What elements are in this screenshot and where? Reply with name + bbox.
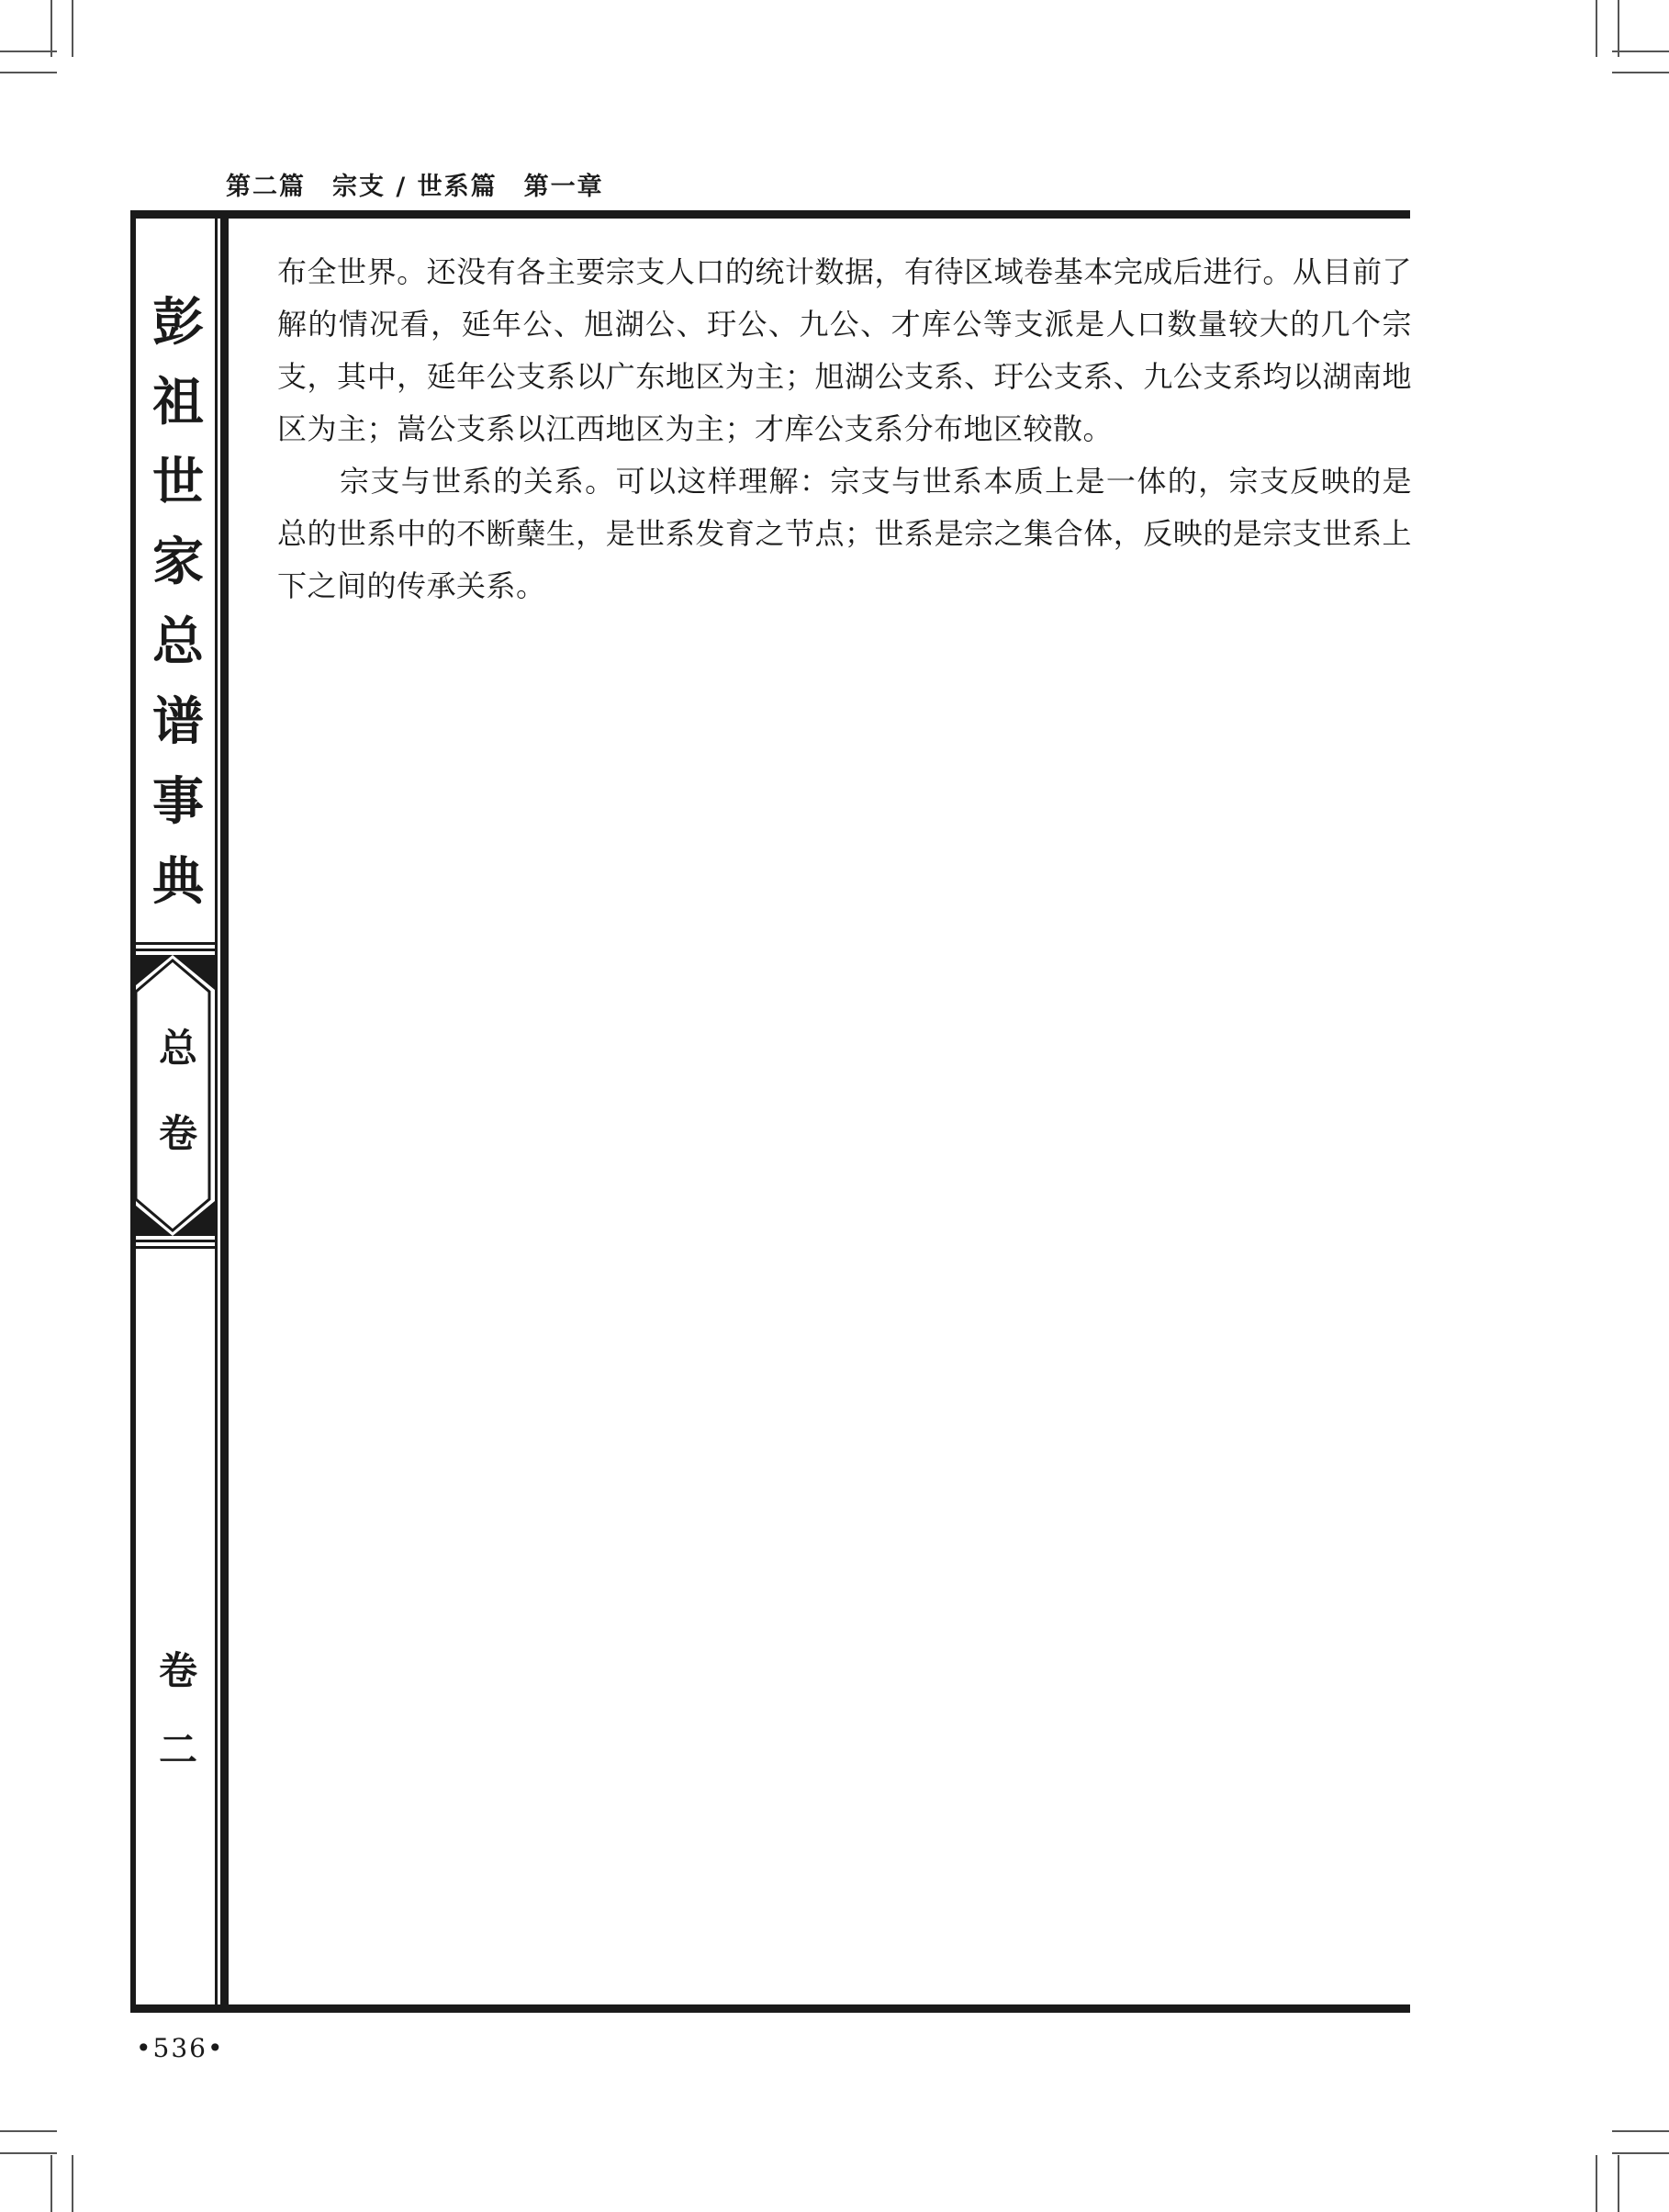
section-label-vertical: [136, 1005, 220, 1176]
paragraph: 宗支与世系的关系。可以这样理解：宗支与世系本质上是一体的，宗支反映的是总的世系中的不断蘖生，是世系发育之节点；世系是宗之集合体，反映的是宗支世系上下之间的传承关系。: [277, 464, 1412, 603]
section-label-char: 总: [158, 1026, 197, 1071]
crop-mark: [72, 0, 73, 57]
book-title-char: 祖: [152, 373, 204, 432]
top-rule: [130, 210, 1410, 219]
bottom-rule: [130, 2004, 1410, 2013]
running-header: 第二篇 宗支 / 世系篇 第一章: [226, 173, 604, 201]
book-title-char: 世: [152, 453, 204, 512]
crop-mark: [50, 0, 52, 57]
book-title-char: 事: [152, 772, 204, 832]
body-text: [277, 246, 1412, 612]
book-title-char: 彭: [152, 293, 204, 353]
crop-mark: [1618, 2155, 1619, 2212]
page-number: •536•: [136, 2033, 225, 2063]
book-title-vertical: [136, 283, 220, 922]
section-label-char: 卷: [158, 1111, 197, 1156]
crop-mark: [0, 51, 57, 52]
book-title-char: 谱: [152, 692, 204, 752]
volume-label-char: 卷: [158, 1648, 197, 1693]
crop-mark: [1612, 2152, 1669, 2154]
crop-mark: [0, 2130, 57, 2132]
book-title-char: 家: [152, 533, 204, 592]
crop-mark: [1612, 51, 1669, 52]
crop-mark: [1618, 0, 1619, 57]
paragraph: 布全世界。还没有各主要宗支人口的统计数据，有待区域卷基本完成后进行。从目前了解的情况看，延年公、旭湖公、玗公、九公、才库公等支派是人口数量较大的几个宗支，其中，延年公支系以广东地区为主；旭湖公支系、玗公支系、九公支系均以湖南地区为主；嵩公支系以江西地区为主；才库公支系分布地区较散。: [277, 254, 1412, 446]
crop-mark: [1596, 0, 1597, 57]
crop-mark: [1596, 2155, 1597, 2212]
crop-mark: [0, 2152, 57, 2154]
volume-label-char: 二: [158, 1727, 197, 1772]
crop-mark: [1612, 2130, 1669, 2132]
crop-mark: [0, 72, 57, 73]
crop-mark: [1612, 72, 1669, 73]
book-title-char: 总: [152, 612, 204, 672]
crop-mark: [50, 2155, 52, 2212]
crop-mark: [72, 2155, 73, 2212]
volume-label-vertical: [136, 1632, 220, 1790]
book-title-char: 典: [152, 852, 204, 912]
